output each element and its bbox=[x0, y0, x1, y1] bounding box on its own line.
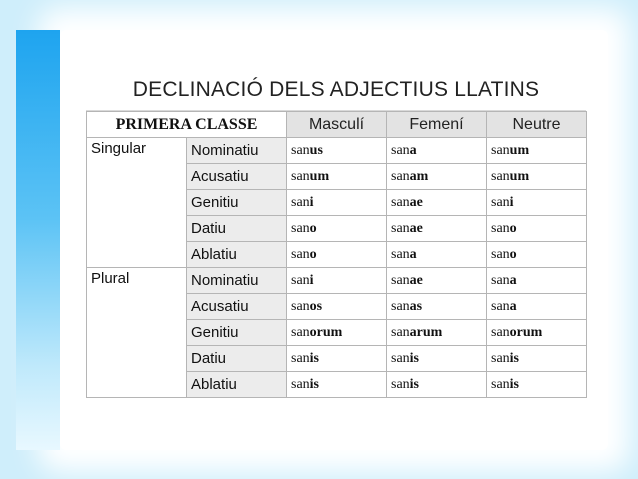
form-ending: a bbox=[509, 272, 517, 288]
form-stem: san bbox=[491, 168, 510, 184]
form-ending: orum bbox=[509, 324, 543, 340]
page-title: DECLINACIÓ DELS ADJECTIUS LLATINS bbox=[86, 70, 586, 111]
form-ending: o bbox=[309, 220, 317, 236]
form-ending: a bbox=[409, 142, 417, 158]
form-stem: san bbox=[391, 168, 410, 184]
adjective-form bbox=[287, 320, 387, 346]
form-stem: san bbox=[491, 350, 510, 366]
form-stem: san bbox=[391, 272, 410, 288]
declension-table bbox=[86, 111, 587, 398]
form-ending: os bbox=[309, 298, 323, 314]
adjective-form bbox=[487, 320, 587, 346]
adjective-form bbox=[387, 138, 487, 164]
form-stem: san bbox=[491, 220, 510, 236]
adjective-form bbox=[287, 164, 387, 190]
adjective-form bbox=[387, 320, 487, 346]
gender-header-neuter: Neutre bbox=[487, 112, 587, 138]
table-row bbox=[87, 138, 587, 164]
form-stem: san bbox=[391, 220, 410, 236]
form-stem: san bbox=[391, 298, 410, 314]
adjective-form bbox=[287, 372, 387, 398]
form-stem: san bbox=[491, 324, 510, 340]
form-stem: san bbox=[491, 272, 510, 288]
form-ending: am bbox=[409, 168, 429, 184]
form-stem: san bbox=[491, 376, 510, 392]
form-ending: is bbox=[409, 376, 420, 392]
case-label: Ablatiu bbox=[187, 372, 287, 398]
form-stem: san bbox=[291, 220, 310, 236]
form-ending: o bbox=[309, 246, 317, 262]
form-ending: us bbox=[309, 142, 323, 158]
form-ending: um bbox=[509, 168, 530, 184]
form-ending: i bbox=[309, 272, 314, 288]
form-ending: is bbox=[409, 350, 420, 366]
form-ending: is bbox=[309, 376, 320, 392]
form-ending: o bbox=[509, 246, 517, 262]
adjective-form bbox=[487, 268, 587, 294]
decorative-side-bar bbox=[16, 30, 60, 450]
form-stem: san bbox=[291, 142, 310, 158]
form-ending: ae bbox=[409, 220, 423, 236]
adjective-form bbox=[387, 268, 487, 294]
case-label: Nominatiu bbox=[187, 268, 287, 294]
form-ending: um bbox=[309, 168, 330, 184]
number-label: Plural bbox=[87, 268, 187, 398]
form-ending: um bbox=[509, 142, 530, 158]
form-ending: as bbox=[409, 298, 423, 314]
number-label: Singular bbox=[87, 138, 187, 268]
table-body bbox=[87, 138, 587, 398]
form-stem: san bbox=[491, 298, 510, 314]
form-stem: san bbox=[391, 142, 410, 158]
form-stem: san bbox=[291, 168, 310, 184]
form-stem: san bbox=[291, 246, 310, 262]
form-stem: san bbox=[491, 246, 510, 262]
adjective-form bbox=[387, 190, 487, 216]
form-stem: san bbox=[391, 376, 410, 392]
adjective-form bbox=[487, 294, 587, 320]
adjective-form bbox=[387, 372, 487, 398]
form-stem: san bbox=[391, 194, 410, 210]
declension-sheet bbox=[86, 70, 586, 413]
adjective-form bbox=[487, 242, 587, 268]
adjective-form bbox=[287, 294, 387, 320]
form-stem: san bbox=[291, 298, 310, 314]
class-label: PRIMERA CLASSE bbox=[87, 112, 287, 138]
gender-header-feminine: Femení bbox=[387, 112, 487, 138]
adjective-form bbox=[387, 242, 487, 268]
form-ending: a bbox=[509, 298, 517, 314]
adjective-form bbox=[287, 138, 387, 164]
case-label: Nominatiu bbox=[187, 138, 287, 164]
form-stem: san bbox=[491, 142, 510, 158]
form-stem: san bbox=[291, 272, 310, 288]
case-label: Acusatiu bbox=[187, 294, 287, 320]
form-ending: is bbox=[509, 350, 520, 366]
adjective-form bbox=[287, 242, 387, 268]
adjective-form bbox=[287, 268, 387, 294]
table-header-row bbox=[87, 112, 587, 138]
adjective-form bbox=[487, 164, 587, 190]
adjective-form bbox=[287, 346, 387, 372]
form-stem: san bbox=[491, 194, 510, 210]
adjective-form bbox=[487, 346, 587, 372]
form-ending: ae bbox=[409, 272, 423, 288]
adjective-form bbox=[287, 216, 387, 242]
table-row bbox=[87, 268, 587, 294]
adjective-form bbox=[487, 190, 587, 216]
form-ending: arum bbox=[409, 324, 443, 340]
adjective-form bbox=[387, 216, 487, 242]
case-label: Datiu bbox=[187, 346, 287, 372]
form-ending: i bbox=[509, 194, 514, 210]
form-ending: is bbox=[309, 350, 320, 366]
case-label: Ablatiu bbox=[187, 242, 287, 268]
form-stem: san bbox=[391, 246, 410, 262]
adjective-form bbox=[487, 372, 587, 398]
adjective-form bbox=[287, 190, 387, 216]
adjective-form bbox=[387, 164, 487, 190]
form-ending: a bbox=[409, 246, 417, 262]
form-stem: san bbox=[391, 350, 410, 366]
case-label: Genitiu bbox=[187, 320, 287, 346]
case-label: Acusatiu bbox=[187, 164, 287, 190]
case-label: Datiu bbox=[187, 216, 287, 242]
gender-header-masculine: Masculí bbox=[287, 112, 387, 138]
form-stem: san bbox=[391, 324, 410, 340]
adjective-form bbox=[387, 294, 487, 320]
form-stem: san bbox=[291, 324, 310, 340]
form-ending: ae bbox=[409, 194, 423, 210]
form-ending: orum bbox=[309, 324, 343, 340]
adjective-form bbox=[487, 138, 587, 164]
form-ending: o bbox=[509, 220, 517, 236]
form-ending: i bbox=[309, 194, 314, 210]
form-stem: san bbox=[291, 194, 310, 210]
form-stem: san bbox=[291, 350, 310, 366]
case-label: Genitiu bbox=[187, 190, 287, 216]
adjective-form bbox=[387, 346, 487, 372]
form-stem: san bbox=[291, 376, 310, 392]
adjective-form bbox=[487, 216, 587, 242]
form-ending: is bbox=[509, 376, 520, 392]
